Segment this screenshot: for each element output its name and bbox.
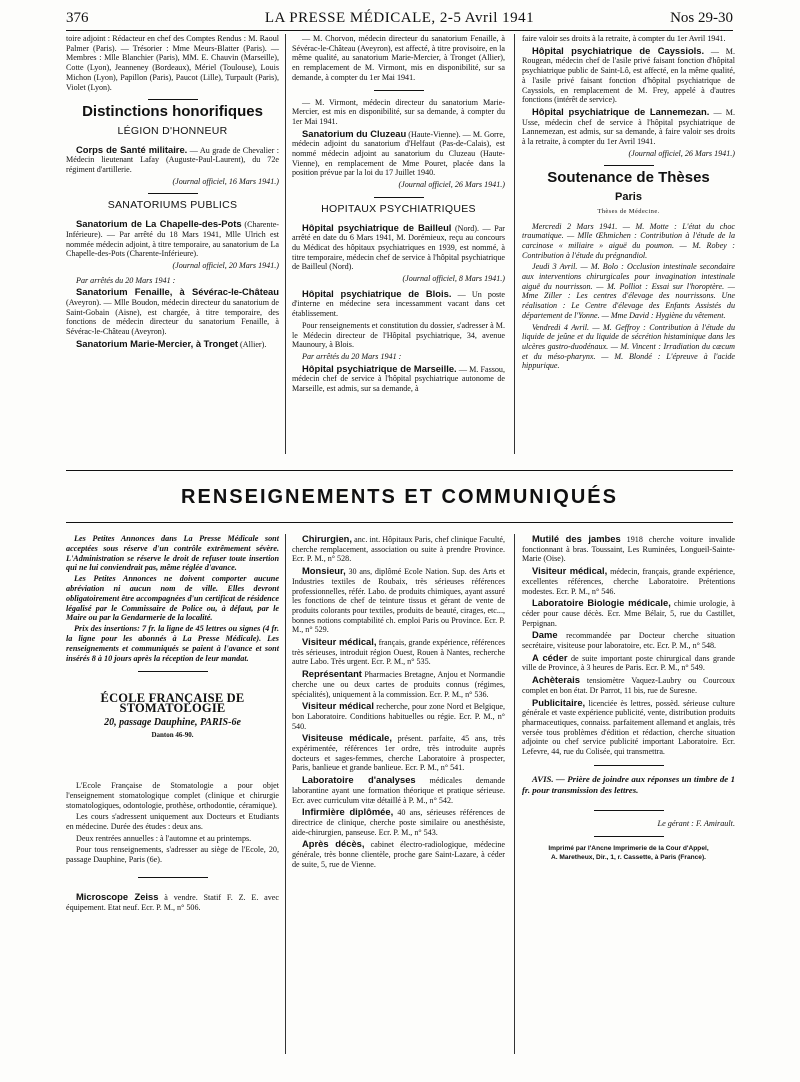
- journal-ref: (Journal officiel, 16 Mars 1941.): [172, 176, 279, 186]
- column-separator: [514, 34, 515, 454]
- section-rule: [66, 522, 733, 523]
- ad-dame: Dame recommandée par Docteur cherche situation secrétaire, visiteuse pour laboratoire, etc. Ecr. P. M., n° 548.: [522, 629, 735, 651]
- ad-visiteur-medecin: Visiteur médical, médecin, français, grande expérience, excellentes références, cherche Laboratoire. Prétentions modestes. Ecr. P. M., n° 546.: [522, 565, 735, 596]
- bottom-column-1: [66, 534, 279, 914]
- divider: [374, 197, 424, 198]
- notice-paragraph: Les Petites Annonces ne doivent comporter aucune abréviation ni aucun nom de ville. Elles devront obligatoirement être accompagnées d'un certificat de résidence légalisé par le Commissaire de Police ou, à défaut, par le Maire ou par la Gendarmerie de la localité.: [66, 574, 279, 623]
- journal-ref: (Journal officiel, 26 Mars 1941.): [628, 148, 735, 158]
- article-fenaille: Sanatorium Fenaille, à Sévérac-le-Château (Aveyron). — Mlle Boudon, médecin directeur du sanatorium de Saint-Gobain (Aisne), est chargée, à titre temporaire, des fonctions de médecin directeur du sanatorium Fenaille, à Sévérac-le-Château (Aveyron).: [66, 286, 279, 337]
- top-column-3: [522, 34, 735, 373]
- journal-ref: (Journal officiel, 8 Mars 1941.): [402, 274, 505, 284]
- ecole-phone: Danton 46-90.: [151, 731, 194, 740]
- ad-mutile: Mutilé des jambes 1918 cherche voiture invalide fonctionnant à bras. Toussaint, Les Ruminées, Longueil-Sainte-Marie (Oise).: [522, 533, 735, 564]
- divider: [138, 877, 208, 878]
- ad-laboratoire: Laboratoire d'analyses médicales demande laborantine ayant une formation théorique et pratique sérieuse. Ecr. avec curriculum vitæ détaillé à P. M., n° 542.: [292, 774, 505, 805]
- ad-visiteuse: Visiteuse médicale, présent. parfaite, 45 ans, très expérimentée, références 1er ordre, très introduite auprès docteurs et sages-femmes, cherche Laboratoire à prospecter, Paris, banlieue et grande banlieue. Ecr. P. M., n° 541.: [292, 732, 506, 773]
- article-chapelle: Sanatorium de La Chapelle-des-Pots (Charente-Inférieure). — Par arrêté du 18 Mars 1941, Mlle Ulrich est nommée médecin adjoint, à titre temporaire, au sanatorium de La Chapelle-des-Pots (Charente-Inférieure).: [66, 218, 279, 259]
- theses-thursday: Jeudi 3 Avril. — M. Bolo : Occlusion intestinale secondaire aux interventions chirurgicales pour invagination intestinale aiguë du nourrisson. — M. Polliot : Essai sur l'horoptère. — Mme Ziller : Les centres d'élevage des nourrissons. Une réalisation : Le Centre d'élevage des Enfants Assistés du département de l'Yonne. — Mme David : Hygiène du vêtement.: [522, 262, 735, 320]
- theses-friday: Vendredi 4 Avril. — M. Geffroy : Contribution à l'étude du liquide de jeûne et du liquide de sécrétion histaminique dans les ulcères gastro-duodénaux. — M. Vincent : Irradiation du cæcum et du méso-pharynx. — M. Blondé : L'épreuve à l'acide hippurique.: [522, 322, 735, 371]
- article-continuation: faire valoir ses droits à la retraite, à compter du 1er Avril 1941.: [522, 34, 726, 43]
- article-bailleul: Hôpital psychiatrique de Bailleul (Nord). — Par arrêté en date du 6 Mars 1941, M. Dorémieux, reçu au concours du Médicat des hôpitaux psychiatriques en 1939, est nommé, à titre temporaire, médecin chef de service à l'hôpital psychiatrique de Bailleul (Nord).: [292, 221, 505, 272]
- committee-continuation: toire adjoint : Rédacteur en chef des Comptes Rendus : M. Raoul Palmer (Paris). — Trésorier : Mme Meurs-Blatter (Paris). — Membres : Mlle Blanchier (Paris), MM. E. Chauvin (Marseille), Cotte (Lyon), Jeanneney (Bordeaux), Mériel (Toulouse), Louis Michon (Lyon), Papillon (Paris), Paucot (Lille), Turpault (Paris), Violet (Lyon).: [66, 34, 279, 92]
- divider: [604, 165, 654, 166]
- gerant-signature: Le gérant : F. Amirault.: [657, 818, 735, 828]
- ad-infirmiere: Infirmière diplômée, 40 ans, sérieuses références de directrice de clinique, cherche poste similaire ou anesthésiste, aide-chirurgien, panseuse. Ecr. P. M., n° 543.: [292, 806, 505, 837]
- theses-subtitle: Thèses de Médecine.: [597, 207, 660, 215]
- distinctions-title: Distinctions honorifiques: [82, 103, 263, 121]
- column-separator: [285, 534, 286, 1054]
- page-number: 376: [66, 10, 89, 26]
- article-corps-sante: Corps de Santé militaire. — Au grade de Chevalier : Médecin lieutenant Lafay (Auguste-Paul-Laurent), du 72e régiment d'artillerie.: [66, 143, 279, 175]
- ad-chirurgien: Chirurgien, anc. int. Hôpitaux Paris, chef clinique Faculté, cherche remplacement, association ou suite à prendre Province. Ecr. P. M., n° 528.: [292, 533, 505, 564]
- section-rule: [66, 470, 733, 471]
- ecole-paragraph: Les cours s'adressent uniquement aux Docteurs et Etudiants en médecine. Durée des études : deux ans.: [66, 812, 279, 831]
- article-cluzeau: Sanatorium du Cluzeau (Haute-Vienne). — M. Gorre, médecin adjoint du sanatorium d'Helfaut (Pas-de-Calais), est nommé médecin adjoint au sanatorium du Cluzeau (Haute-Vienne), en remplacement de Mme Pouret, placée dans la position prévue par la loi du 17 Juillet 1940.: [292, 127, 505, 178]
- top-column-1: [66, 34, 279, 352]
- printer-line: A. Maretheux, Dir., 1, r. Cassette, à Paris (France).: [550, 854, 707, 862]
- legion-title: LÉGION D'HONNEUR: [117, 124, 228, 137]
- article-blois: Hôpital psychiatrique de Blois. — Un poste d'interne en médecine sera incessamment vacant dans cet établissement.: [292, 287, 505, 319]
- ad-a-ceder: A céder de suite important poste chirurgical dans grande ville de Province, à 3 heures de Paris. Ecr. P. M., n° 549.: [522, 651, 735, 673]
- article-marie-mercier: Sanatorium Marie-Mercier, à Tronget (Allier).: [76, 337, 267, 349]
- ecole-title: ÉCOLE FRANÇAISE DE STOMATOLOGIE: [100, 691, 245, 716]
- article-virmont: — M. Virmont, médecin directeur du sanatorium Marie-Mercier, est mis en disponibilité, sur sa demande, à compter du 1er Mai 1941.: [292, 97, 505, 126]
- page-header: [66, 8, 733, 31]
- journal-ref: (Journal officiel, 20 Mars 1941.): [172, 260, 279, 270]
- ecole-paragraph: Deux rentrées annuelles : à l'automne et au printemps.: [76, 833, 252, 843]
- ecole-paragraph: Pour tous renseignements, s'adresser au siège de l'Ecole, 20, passage Dauphine, Paris (6e).: [66, 845, 279, 865]
- petites-annonces-notice: [66, 534, 279, 663]
- divider: [148, 99, 198, 100]
- ad-apres-deces: Après décès, cabinet électro-radiologique, médecine générale, très bonne clientèle, proche gare Saint-Lazare, à céder de suite, 5, rue de Vienne.: [292, 838, 505, 869]
- ad-labo-biologie: Laboratoire Biologie médicale, chimie urologie, à céder pour cause décès. Ecr. Mme Bélair, 5, rue du Castillet, Perpignan.: [522, 597, 735, 628]
- divider: [594, 810, 664, 811]
- paris-title: Paris: [615, 191, 642, 204]
- divider: [148, 193, 198, 194]
- ecole-paragraph: L'Ecole Française de Stomatologie a pour objet l'enseignement stomatologique complet (clinique et chirurgie stomatologiques, odontologie, prothèse, orthodontie, céramique).: [66, 781, 279, 810]
- column-separator: [285, 34, 286, 454]
- divider: [138, 671, 208, 672]
- arretes-label: Par arrêtés du 20 Mars 1941 :: [76, 275, 176, 285]
- article-cayssiols: Hôpital psychiatrique de Cayssiols. — M. Rougean, médecin chef de l'asile privé faisant fonction d'hôpital psychiatrique public de Saint-Lô, est affecté, en la même qualité, à l'asile privé faisant fonction d'hôpital psychiatrique de Cayssiols, en remplacement de M. Frey, appelé à d'autres fonctions (intérêt de service).: [522, 44, 735, 105]
- divider: [374, 90, 424, 91]
- ad-monsieur: Monsieur, 30 ans, diplômé Ecole Nation. Sup. des Arts et Industries textiles de Roubaix, très sérieuses références professionnelles, référ. Labo. de produits chimiques, ayant assuré les fonctions de chef de teinture tissus et gérant de vente de produits colorants pour textiles, produits de beauté, cirages, etc..., bonnes notions comptabilité ch. emploi Paris ou Province. Ecr. P. M., n° 529.: [292, 565, 505, 635]
- divider: [594, 836, 664, 837]
- article-continuation: — M. Chorvon, médecin directeur du sanatorium Fenaille, à Sévérac-le-Château (Aveyron), est affecté, à titre provisoire, en la même qualité, au sanatorium Marie-Mercier, à Tronget (Allier), en remplacement de M. Virmont, mis en disponibilité, sur sa demande, à compter du 1er Mai 1941.: [292, 34, 505, 82]
- article-marseille: Hôpital psychiatrique de Marseille. — M. Fassou, médecin chef de service à l'hôpital psychiatrique autonome de Marseille, est admis, sur sa demande, à: [292, 362, 505, 394]
- ad-publicitaire: Publicitaire, licenciée ès lettres, possèd. sérieuse culture générale et vaste expérience publicité, vente, distribution produits pharmaceutiques, connaiss. parfaitement allemand et anglais, très versée tous problèmes d'édition et rédaction, cherche situation adjointe ou chef service publicité important Laboratoire. Ecr. Lefevre, 44, rue du Colisée, qui transmettra.: [522, 696, 735, 757]
- theses-wednesday: Mercredi 2 Mars 1941. — M. Motte : L'état du choc traumatique. — Mlle Œhmichen : Contribution à l'étude de la carcinose « miliaire » aiguë du poumon. — M. Robey : Contribution à l'étude du prégnandiol.: [522, 221, 735, 260]
- section-title: RENSEIGNEMENTS ET COMMUNIQUÉS: [181, 486, 618, 508]
- bottom-column-2: [292, 534, 505, 872]
- bottom-column-3: [522, 534, 735, 863]
- issue-number: Nos 29-30: [670, 10, 733, 26]
- column-separator: [514, 534, 515, 1054]
- ad-visiteur-nord: Visiteur médical recherche, pour zone Nord et Belgique, bon Laboratoire. Conditions habituelles ou régie. Ecr. P. M., n° 540.: [292, 700, 505, 731]
- avis-notice: AVIS. — Prière de joindre aux réponses un timbre de 1 fr. pour transmission des lettres.: [522, 773, 735, 795]
- ad-microscope: Microscope Zeiss à vendre. Statif F. Z. E. avec équipement. Etat neuf. Ecr. P. M., n° 506.: [66, 890, 279, 912]
- article-lannemezan: Hôpital psychiatrique de Lannemezan. — M. Usse, médecin chef de service à l'hôpital psychiatrique de Lannemezan, est admis, sur sa demande, à faire valoir ses droits à la retraite, à compter du 1er Avril 1941.: [522, 105, 735, 147]
- hopitaux-title: HOPITAUX PSYCHIATRIQUES: [321, 202, 476, 215]
- top-column-2: [292, 34, 505, 396]
- journal-ref: (Journal officiel, 26 Mars 1941.): [398, 180, 505, 190]
- notice-paragraph: Les Petites Annonces dans La Presse Médicale sont acceptées sous réserve d'un contrôle extrêmement sévère. L'Administration se réserve le droit de refuser toute insertion qui ne lui conviendrait pas, même réglée d'avance.: [66, 534, 279, 573]
- ecole-address: 20, passage Dauphine, PARIS-6e: [104, 716, 241, 728]
- ad-acheterais: Achèterais tensiomètre Vaquez-Laubry ou Courcoux complet en bon état. Dr Parrot, 11 bis, rue de Suresne.: [522, 674, 735, 695]
- ad-visiteur: Visiteur médical, français, grande expérience, références très sérieuses, introduit région Ouest, Rouen à Nantes, recherche autre Labo. Très urgent. Ecr. P. M., n° 535.: [292, 636, 505, 667]
- article-blois-contact: Pour renseignements et constitution du dossier, s'adresser à M. le Médecin directeur de l'Hôpital psychiatrique, 34, avenue Maunoury, à Blois.: [292, 320, 505, 350]
- printer-line: Imprimé par l'Ancne Imprimerie de la Cour d'Appel,: [548, 845, 709, 853]
- notice-paragraph: Prix des insertions: 7 fr. la ligne de 45 lettres ou signes (4 fr. la ligne pour les abonnés à La Presse Médicale). Les renseignements et communiqués se paient à l'avance et sont insérés 8 à 10 jours après la réception de leur mandat.: [66, 624, 279, 663]
- soutenance-title: Soutenance de Thèses: [547, 169, 710, 187]
- journal-title: LA PRESSE MÉDICALE, 2-5 Avril 1941: [264, 10, 535, 26]
- ad-representant: Représentant Pharmacies Bretagne, Anjou et Normandie cherche une ou deux cartes de produits connus (régimes, spécialités), uniquement à la commission. Ecr. P. M., n° 536.: [292, 668, 505, 699]
- sanatoriums-title: SANATORIUMS PUBLICS: [107, 199, 238, 212]
- divider: [594, 765, 664, 766]
- arretes-label: Par arrêtés du 20 Mars 1941 :: [302, 351, 402, 361]
